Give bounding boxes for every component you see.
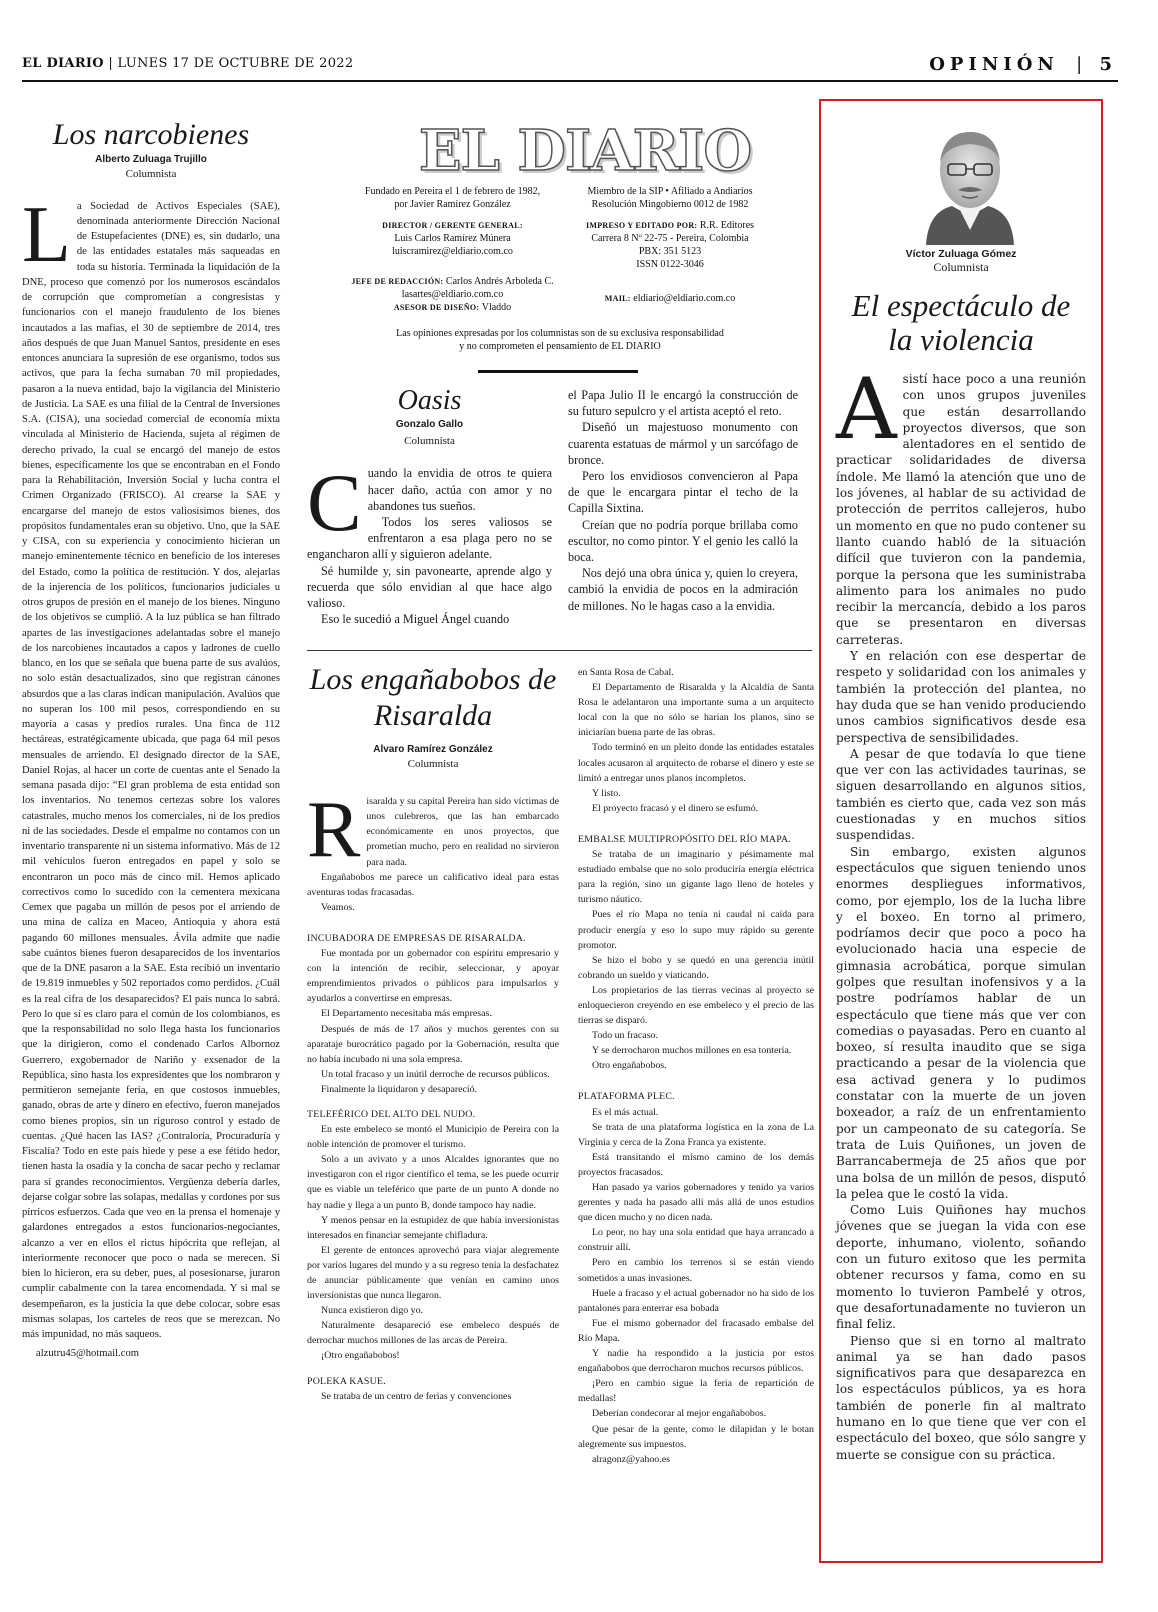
- paragraph: Creían que no podría porque brillaba como escultor, no como pintor. Y el genio les calló la boca.: [568, 517, 798, 565]
- subheading: EMBALSE MULTIPROPÓSITO DEL RÍO MAPA.: [578, 833, 792, 845]
- column-risaralda-cont: [578, 665, 814, 1467]
- paragraph: Todo terminó en un pleito donde las entidades estatales locales acusaron al arquitecto de robarse el dinero y este se limitó a entregar unos planos incompletos.: [578, 742, 814, 784]
- paragraph: El gerente de entonces aprovechó para viajar alegremente por varios lugares del mundo y a su regreso tenía la desfachatez de anunciar públicamente que venían en camino unos inversionistas que nunca llegaron.: [307, 1244, 559, 1302]
- paragraph-text: uando la envidia de otros te quiera hacer daño, actúa con amor y no abandones tus sueños.: [367, 466, 552, 513]
- author-role: Columnista: [404, 435, 455, 448]
- paragraph: ¡Pero en cambio sigue la feria de repartición de medallas!: [578, 1378, 814, 1405]
- subheading: POLEKA KASUE.: [307, 1375, 386, 1387]
- paragraph-text: sistí hace poco a una reunión con unos grupos juveniles que están desarrollando proyectos diversos, que son alentadores en el sentido de practicar solidaridades de diversa índole. Me llamó la atención que uno de los jóvenes, al hablar de su actividad de protección de perritos callejeros, hubo un momento en que no pudo contener su llanto cuando habló de la situación difícil que tuvieron con la pandemia, porque la persona que les suministraba alimento para los animales no pudo recibir la mercancía, debido a los paros que se presentaron en diversas carreteras.: [836, 372, 1086, 647]
- paragraph: Nos dejó una obra única y, quien lo creyera, cambió la envidia de pocos en la admiración de millones. No le hagas caso a la envidia.: [568, 566, 798, 613]
- title-line: El espectáculo de: [851, 288, 1071, 323]
- masthead-disclaimer: [345, 327, 775, 353]
- phone: PBX: 351 5123: [638, 246, 702, 257]
- drop-cap: R: [307, 786, 361, 875]
- article-title: [307, 662, 559, 734]
- paragraph: Fue el mismo gobernador del fracasado embalse del Río Mapa.: [578, 1317, 814, 1344]
- paragraph: Solo a un avivato y a unos Alcaldes ignorantes que no investigaron con el rigor científico el tema, se les puede ocurrir que es viable un teleférico que parte de un punto A donde no hay nadie y llega a un punto B, donde tampoco hay nadie.: [307, 1154, 559, 1211]
- paragraph: [307, 786, 559, 875]
- jefe-name: Carlos Andrés Arboleda C.: [445, 276, 554, 287]
- founded-line: Fundado en Pereira el 1 de febrero de 1982,: [364, 186, 541, 197]
- masthead-jefe: [345, 275, 560, 314]
- mail-label: MAIL:: [604, 294, 631, 303]
- title-line: la violencia: [888, 322, 1034, 357]
- paragraph: Fue montada por un gobernador con espíritu empresario y con la intención de recibir, seleccionar, y apoyar emprendimientos privados o públicos para impulsarlos y ayudarlos a convertirse en empresas.: [307, 948, 559, 1005]
- masthead-info-right: [565, 185, 775, 271]
- paragraph: Lo peor, no hay una sola entidad que haya arrancado a construir allí.: [578, 1227, 814, 1254]
- paragraph: Naturalmente desapareció ese embeleco después de derrochar muchos millones de las arcas de Pereira.: [307, 1320, 559, 1347]
- paragraph: Sé humilde y, sin pavonearte, aprende algo y recuerda que sólo envidian al que hace algo valioso.: [307, 563, 552, 611]
- member-line: Miembro de la SIP • Afiliado a Andiarios: [587, 186, 753, 197]
- paragraph: A pesar de que todavía lo que tiene que ver con las actividades taurinas, se siguen desarrollando en algunos sitios, también es cierto que, cada vez son más cuestionadas y en muchos sitios suspendidas.: [836, 746, 1086, 843]
- paragraph: Y en relación con ese despertar de respeto y solidaridad con los animales y también la protección del plantea, no hay duda que se han venido produciendo unos cambios significativos desde esa perspectiva de sensibilidades.: [836, 649, 1086, 745]
- paragraph: Todo un fracaso.: [592, 1030, 658, 1042]
- printed-label: IMPRESO Y EDITADO POR:: [585, 221, 698, 230]
- paragraph: Han pasado ya varios gobernadores y tenido ya varios gerentes y nada ha pasado allí más allá de unos estudios que dicen mucho y no dicen nada.: [578, 1182, 814, 1224]
- paragraph: Todos los seres valiosos se enfrentaron a esa plaga pero no se engancharon allí y siguieron adelante.: [307, 515, 552, 562]
- director-label: DIRECTOR / GERENTE GENERAL:: [382, 221, 523, 230]
- paragraph: Huele a fracaso y el actual gobernador no ha sido de los pantalones para enterrar esa bobada: [578, 1287, 814, 1314]
- paragraph: ¡Otro engañabobos!: [321, 1350, 400, 1362]
- disclaimer-line: Las opiniones expresadas por los columnistas son de su exclusiva responsabilidad: [396, 328, 724, 339]
- paragraph: Y nadie ha respondido a la justicia por estos engañabobos que derrocharon muchos recursos públicos.: [578, 1348, 814, 1375]
- author-portrait-icon: [918, 120, 1022, 245]
- founded-line: por Javier Ramírez González: [394, 199, 511, 210]
- address: Carrera 8 Nº 22-75 - Pereira, Colombia: [591, 233, 749, 244]
- paragraph: Y menos pensar en la estupidez de que había inversionistas interesados en financiar semejante chifladura.: [307, 1214, 559, 1241]
- mail-address[interactable]: eldiario@eldiario.com.co: [633, 293, 736, 304]
- paragraph: Se trataba de un imaginario y pésimamente mal estudiado embalse que no solo produciría energía eléctrica para la región, sino un gigante lago lleno de hoteles y turismo náutico.: [578, 849, 814, 906]
- paragraph: Los propietarios de las tierras vecinas al proyecto se enloquecieron creyendo en ese embeleco y el precio de las tierras se disparó.: [578, 984, 814, 1027]
- drop-cap: C: [307, 457, 362, 549]
- masthead-logo: EL DIARIO: [418, 118, 752, 184]
- issn: ISSN 0122-3046: [636, 259, 704, 270]
- director-email[interactable]: luiscramirez@eldiario.com.co: [392, 246, 513, 257]
- masthead-info-left: [345, 185, 560, 258]
- header-sep-right: |: [1076, 54, 1083, 75]
- article-body: [22, 190, 281, 1343]
- paragraph: Se trata de una plataforma logística en la zona de La Virginia y cerca de la Zona Franca ya existente.: [578, 1121, 814, 1148]
- paper-name: EL DIARIO: [22, 56, 104, 71]
- page-header-right: [929, 54, 1112, 75]
- paragraph: Nunca existieron digo yo.: [321, 1305, 424, 1317]
- printed-by: R.R. Editores: [699, 220, 755, 231]
- column-risaralda: [307, 662, 559, 1404]
- paragraph: Se hizo el bobo y se quedó en una gerencia inútil cobrando un sueldo y viaticando.: [578, 954, 814, 981]
- author-role: Columnista: [125, 168, 177, 181]
- author-email[interactable]: alragonz@yahoo.es: [592, 1453, 670, 1465]
- paragraph: El Departamento de Risaralda y la Alcaldía de Santa Rosa le adelantaron una importante suma a un arquitecto local con la que no sólo se harían los planos, sino se iniciarían buena parte de las obras.: [578, 682, 814, 739]
- paragraph: Como Luis Quiñones hay muchos jóvenes que se juegan la vida con ese deporte, inhumano, violento, soñando con un futuro exitoso que les permita obtener recursos y fama, como en su momento lo tuvieron Pambelé y otros, que desafortunadamente no tuvieron un final feliz.: [836, 1203, 1086, 1332]
- paragraph: Está transitando el mismo camino de los demás proyectos fracasados.: [578, 1151, 814, 1178]
- director-name: Luis Carlos Ramírez Múnera: [394, 233, 511, 244]
- paragraph: Deberían condecorar al mejor engañabobos.: [592, 1408, 767, 1420]
- paragraph: Eso le sucedió a Miguel Ángel cuando: [321, 612, 510, 627]
- avatar: [918, 120, 1022, 245]
- jefe-email[interactable]: lasartes@eldiario.com.co: [401, 289, 504, 300]
- title-line: Risaralda: [373, 699, 493, 732]
- author-name: Alberto Zuluaga Trujillo: [95, 154, 207, 165]
- disclaimer-line: y no comprometen el pensamiento de EL DIARIO: [459, 341, 661, 352]
- author-role: Columnista: [407, 758, 459, 771]
- paragraph: Y se derrocharon muchos millones en esa tontería.: [592, 1045, 792, 1057]
- subheading: TELEFÉRICO DEL ALTO DEL NUDO.: [307, 1108, 476, 1120]
- header-rule: [22, 80, 1118, 82]
- paragraph: Un total fracaso y un inútil derroche de recursos públicos.: [321, 1068, 550, 1080]
- author-name: Víctor Zuluaga Gómez: [905, 248, 1017, 260]
- asesor-name: Vladdo: [481, 302, 512, 313]
- paragraph: Veamos.: [321, 901, 355, 913]
- drop-cap: A: [836, 360, 897, 458]
- article-title: Oasis: [397, 385, 462, 416]
- asesor-label: ASESOR DE DISEÑO:: [393, 303, 480, 312]
- column-narcobienes: [22, 118, 280, 1362]
- author-name: Gonzalo Gallo: [395, 419, 464, 430]
- paragraph: Se trataba de un centro de ferias y convenciones: [321, 1390, 512, 1402]
- paragraph: Pues el río Mapa no tenía ni caudal ni caída para producir energía y eso lo supo muy rápido su gerente promotor.: [578, 909, 814, 951]
- paragraph: el Papa Julio II le encargó la construcción de su futuro sepulcro y el artista aceptó el reto.: [568, 388, 798, 419]
- article-title: [830, 289, 1092, 357]
- paragraph: Pienso que si en torno al maltrato animal ya se han dado pasos significativos para que desaparezca en los espectáculos públicos, ya es hora también de ponerle fin al maltrato humano en lo que tiene que ver con el espectáculo del boxeo, que sólo sangre y muerte se consigue con su práctica.: [836, 1333, 1086, 1462]
- paragraph: Después de más de 17 años y muchos gerentes con su aparataje burocrático pagado por la Gobernación, resulta que no había incubado ni una sola empresa.: [307, 1023, 559, 1065]
- paragraph: a Sociedad de Activos Especiales (SAE), denominada anteriormente Dirección Nacional de Estupefacientes (DNE) es, sin dudarlo, una de las entidades estatales más saqueadas en toda su historia. Terminada la liquidación de la DNE, proceso que comenzó por los numerosos escándalos de corrupción que comprometían a congresistas y funcionarios con el manejo fraudulento de los bienes incautados a las mafias, el 30 de septiembre de 2014, tres años después de que Juan Manuel Santos, presidente en eses entonces anunciara la supresión de ese organismo, todos sus activos, que para la fecha sumaban 70 mil propiedades, pasaron a la nueva entidad, bajo la vigilancia del Ministerio de Justicia. La SAE es una filial de la Central de Inversiones S.A. (CISA), una sociedad comercial de economía mixta vinculada al Ministerio de Hacienda, sujeta al régimen de derecho privado, la cual se encargó del manejo de estos bienes, específicamente los que se encontraban en el Fondo para la Rehabilitación, Inversión Social y lucha contra el Crimen Organizado (FRISCO). Al crearse la SAE y encargarse del manejo de estos valiosísimos bienes, dos propósitos fundamentales eran su objetivo. Uno, que la SAE y CISA, con su experiencia y conocimiento hicieran un manejo eminentemente técnico en beneficio de los intereses del Estado, como la política de restitución. Y dos, alejarlas de la injerencia de los políticos, funcionarios judiciales u otros grupos de presión en el manejo de los bienes. Ninguno de los objetivos se cumplió. A la luz pública se han filtrado apartes de las investigaciones adelantadas sobre el manejo de los narcobienes incautados a capos y ladrones de cuello blanco, en los que se señala que buena parte de sus avalúos, no solo están desactualizados, sino que registran cánones absurdos que a las claras indican manipulación. Avalúos que no superan los 100 mil pesos, correspondiendo en su mayoría a casas y predios rurales. Una finca de 112 hectáreas, estratégicamente ubicada, que paga 64 mil pesos mensuales de arriendo. El designado director de la SAE, Daniel Rojas, al hacer un corte de cuentas ante el Senado la semana pasada dijo: “El gran problema de esta entidad son los inventarios. No tenemos certezas sobre los valores catastrales, mucho menos los comerciales, ni de los predios ni de las sociedades. Desde el empalme no contamos con un inventario transparente ni un sistema informativo. Más de 12 mil vehículos fueron entregados en papel y solo se encontraron un poco más de cinco mil. Hemos aplicado correctivos como lo sucedido con la cementera mexicana Cemex que pagaba un millón de pesos por el arriendo de una mina de caliza en Maceo, Antioquia y ahora está pagando 60 millones mensuales. Ávila admite que nadie sabe cuántos bienes fueron desaparecidos de los inventarios que de la DNE pasaron a la SAE. Esta recibió un inventario de 19.819 inmuebles y 502 reportados como perdidos. ¿Cuál es la real cifra de los desaparecidos? El país nunca lo sabrá. Pero lo que sí es claro para el común de los colombianos, es que la responsabilidad no solo llega hasta los funcionarios que la dirigieron, como el condenado Carlos Albornoz Guerrero, exgobernador de Nariño y exsenador de la República, sino hasta los expresidentes que los nombraron y permitieron semejante feria, en que costosos inmuebles, ganado, obras de arte y dinero en efectivo, fueron manejados como bienes propios, sin un riguroso control y estado de cuentas. ¿Qué hacen las IAS? ¿Contraloría, Procuraduría y Fiscalía? Todo en este país hiede y pese a ese fétido hedor, tienen hasta la osadía y la concha de sacar pecho y reclamar para sí grandes reconocimientos. Vergüenza debería darles, dejarse colgar sobre las solapas, medallas y cordones por sus pírricos esfuerzos. Cada que veo en la prensa el homenaje y galardones entregados a estos funcionarios-negociantes, alcanzo a ver en ellos el rictus hipócrita que reflejan, al interiormente reconocer que poco o nada se merecen. Si bien lo hicieron, era su deber, pues, al posesionarse, juraron cumplir cabalmente con la tarea encomendada. Y si mal se desempeñaron, es la justicia la que debe colocar, sobre esas mismas solapas, los carteles de reos que se merezcan. No más impunidad, no más saqueos.: [22, 200, 281, 1340]
- paragraph: Engañabobos me parece un calificativo ideal para estas aventuras todas fracasadas.: [307, 871, 559, 898]
- paragraph: En este embeleco se montó el Municipio de Pereira con la noble intención de promover el turismo.: [307, 1124, 559, 1151]
- jefe-label: JEFE DE REDACCIÓN:: [351, 277, 444, 286]
- header-sep: |: [108, 56, 114, 71]
- paragraph: El Departamento necesitaba más empresas.: [321, 1008, 492, 1020]
- paragraph: Finalmente la liquidaron y desapareció.: [321, 1083, 478, 1095]
- subheading: PLATAFORMA PLEC.: [578, 1091, 675, 1103]
- article-body: [830, 360, 1092, 1463]
- paragraph: Que pesar de la gente, como le dilapidan y le botan alegremente sus impuestos.: [578, 1423, 814, 1450]
- column-oasis-cont: [568, 387, 798, 614]
- page-number: 5: [1099, 54, 1112, 75]
- masthead-rule: [478, 370, 638, 373]
- paragraph: en Santa Rosa de Cabal.: [578, 667, 674, 678]
- paragraph: El proyecto fracasó y el dinero se esfumó.: [592, 802, 759, 814]
- paragraph: Diseñó un majestuoso monumento con cuarenta estatuas de mármol y un sarcófago de bronce.: [568, 420, 798, 467]
- paragraph: Sin embargo, existen algunos espectáculos que siguen teniendo unos enormes despliegues informativos, como, por ejemplo, los de la lucha libre y el boxeo. En torno al primero, podríamos decir que poco a poco ha evolucionado hacia una especie de gimnasia acrobática, porque simulan golpes que resultan inofensivos y a la postre podríamos hablar de un espectáculo que tiene más que ver con comedias o payasadas. Pero en cuanto al boxeo, sí resulta inaudito que se siga practicando a pesar de la violencia que esa activad genera y lo pudimos constatar con la muerte de un joven boxeador, a raíz de un enfrentamiento por un campeonato de su categoría. Se trata de Luis Quiñones, un joven de Barrancabermeja de 25 años que por una bolsa de un millón de pesos, disputó la pelea que le costó la vida.: [836, 844, 1086, 1201]
- author-email[interactable]: alzutru45@hotmail.com: [36, 1348, 140, 1360]
- paragraph: Otro engañabobos.: [592, 1060, 667, 1072]
- column-oasis: [307, 385, 552, 627]
- author-role: Columnista: [933, 260, 989, 274]
- author-name: Alvaro Ramírez González: [373, 744, 493, 755]
- section-name: OPINIÓN: [929, 54, 1059, 75]
- drop-cap: L: [22, 190, 71, 279]
- title-line: Los engañabobos de: [309, 663, 557, 696]
- issue-date: LUNES 17 DE OCTUBRE DE 2022: [117, 56, 354, 71]
- paragraph: Y listo.: [592, 787, 621, 799]
- article-title: Los narcobienes: [52, 118, 250, 151]
- section-divider: [307, 650, 812, 651]
- paragraph: Es el más actual.: [592, 1106, 659, 1118]
- paragraph: Pero los envidiosos convencieron al Papa de que le encargara pintar el techo de la Capilla Sixtina.: [568, 469, 798, 516]
- page-header-left: [22, 56, 353, 71]
- paragraph: [836, 360, 1086, 648]
- subheading: INCUBADORA DE EMPRESAS DE RISARALDA.: [307, 932, 526, 944]
- member-line: Resolución Mingobierno 0012 de 1982: [591, 199, 749, 210]
- column-espectaculo: [830, 248, 1092, 1463]
- masthead-mail: [565, 292, 775, 305]
- paragraph: Pero en cambio los terrenos si se están viendo sometidos a unas invasiones.: [578, 1257, 814, 1284]
- paragraph-text: isaralda y su capital Pereira han sido víctimas de unos culebreros, que las han embarcado económicamente en unos proyectos, que prometían mucho, pero en realidad no sirvieron para nada.: [366, 796, 559, 868]
